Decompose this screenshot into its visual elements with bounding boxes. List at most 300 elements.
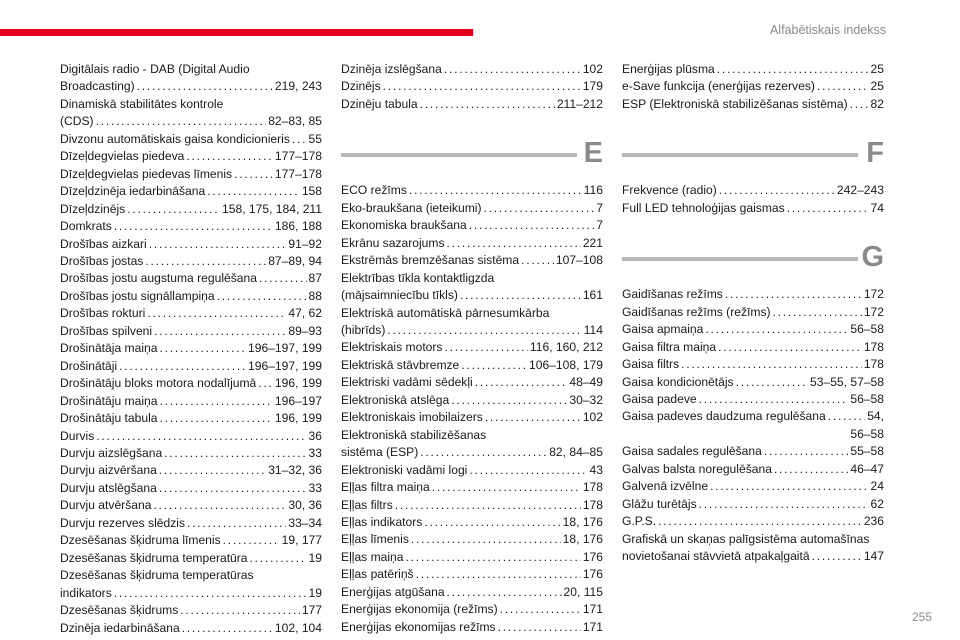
index-entry[interactable] — [60, 567, 322, 602]
index-entry-term: Enerģijas atgūšana — [341, 584, 445, 599]
section-header — [622, 243, 884, 273]
dot-leader — [164, 445, 306, 462]
index-entry-pages[interactable]: 161 — [582, 288, 603, 303]
index-entry-line — [622, 443, 884, 460]
index-entry-line — [341, 235, 603, 252]
index-entry[interactable] — [622, 339, 884, 356]
index-entry-term: Elektroniski vadāmi logi — [341, 462, 468, 477]
index-entry-line — [60, 393, 322, 410]
index-entry-pages[interactable]: 46–47 — [850, 461, 884, 476]
dot-leader — [395, 497, 581, 514]
dot-leader — [432, 479, 581, 496]
index-entry-line — [60, 585, 322, 602]
index-entry[interactable] — [60, 288, 322, 305]
index-entry-pages[interactable]: 74 — [870, 200, 884, 215]
index-entry-term: Gaisa kondicionētājs — [622, 374, 734, 389]
index-entry-pages[interactable]: 102 — [582, 410, 603, 425]
index-entry[interactable] — [341, 427, 603, 462]
index-entry-line — [60, 323, 322, 340]
index-entry-line — [341, 374, 603, 391]
index-entry-pages[interactable]: 18, 176 — [562, 514, 603, 529]
index-entry[interactable] — [60, 532, 322, 549]
index-entry-pages[interactable]: 196, 199 — [274, 376, 322, 391]
index-entry-pages[interactable]: 106–108, 179 — [529, 357, 603, 372]
index-entry-pages[interactable]: 171 — [582, 602, 603, 617]
index-entry-pages[interactable]: 211–212 — [556, 96, 603, 111]
index-entry-pages[interactable]: 147 — [863, 549, 884, 564]
index-entry-line — [622, 321, 884, 338]
dot-leader — [159, 340, 246, 357]
index-entry-pages[interactable]: 33–34 — [288, 515, 322, 530]
index-entry[interactable] — [60, 340, 322, 357]
index-entry[interactable] — [622, 374, 884, 391]
index-entry-pages[interactable]: 158 — [301, 184, 322, 199]
index-entry[interactable] — [622, 461, 884, 478]
index-entry-line — [622, 461, 884, 478]
index-entry-pages[interactable]: 172 — [863, 304, 884, 319]
index-column-1 — [60, 61, 322, 637]
index-entry-pages[interactable]: 25 — [870, 79, 884, 94]
index-entry-line — [622, 548, 884, 565]
page-number: 255 — [911, 610, 932, 624]
index-entry-pages[interactable]: 24 — [870, 479, 884, 494]
index-entry-pages[interactable]: 36 — [308, 428, 322, 443]
index-entry[interactable] — [60, 323, 322, 340]
index-entry[interactable] — [341, 497, 603, 514]
index-entry-line — [622, 304, 884, 321]
section-header — [341, 139, 603, 169]
index-entry-line — [341, 566, 603, 583]
index-entry-term: Durvju aizvēršana — [60, 463, 157, 478]
index-entry-line — [341, 549, 603, 566]
index-entry[interactable] — [60, 236, 322, 253]
index-entry-term: e-Save funkcija (enerģijas rezerves) — [622, 79, 815, 94]
index-entry-line — [60, 270, 322, 287]
index-entry[interactable] — [622, 200, 884, 217]
index-entry-term: Dzesēšanas šķidrums — [60, 603, 179, 618]
index-entry-term: Drošības spilveni — [60, 323, 153, 338]
dot-leader — [180, 602, 300, 619]
index-entry-pages[interactable]: 82–83, 85 — [268, 114, 322, 129]
index-entry-pages[interactable]: 20, 115 — [563, 584, 603, 599]
index-entry-term-line: Elektriskā automātiskā pārnesumkārba — [341, 305, 550, 320]
index-entry[interactable] — [60, 201, 322, 218]
index-entry[interactable] — [60, 183, 322, 200]
index-entry-line — [622, 78, 884, 95]
index-entry-term: Broadcasting) — [60, 79, 135, 94]
index-entry[interactable] — [341, 531, 603, 548]
index-entry-pages[interactable]: 176 — [582, 567, 603, 582]
index-entry-pages[interactable]: 87 — [308, 271, 322, 286]
section-divider — [341, 153, 577, 157]
index-entry-pages[interactable]: 89–93 — [288, 323, 322, 338]
index-entry-line — [60, 497, 322, 514]
index-entry-pages[interactable]: 114 — [583, 322, 603, 337]
index-entry-pages[interactable]: 31–32, 36 — [268, 463, 322, 478]
index-entry[interactable] — [60, 96, 322, 131]
dot-leader — [736, 374, 808, 391]
index-entry[interactable] — [622, 78, 884, 95]
index-entry-pages[interactable]: 54, — [867, 409, 884, 424]
index-entry-line — [341, 444, 603, 461]
index-entry-pages[interactable]: 7 — [596, 218, 603, 233]
index-entry[interactable] — [60, 550, 322, 567]
dot-leader — [725, 286, 862, 303]
index-entry-term: Dīzeļdegvielas piedevas līmenis — [60, 166, 233, 181]
index-entry-line — [622, 513, 884, 530]
index-entry[interactable] — [60, 620, 322, 637]
index-entry[interactable] — [60, 148, 322, 165]
index-entry[interactable] — [341, 61, 603, 78]
index-entry-term: Eļļas patēriņš — [341, 567, 414, 582]
index-entry[interactable] — [341, 374, 603, 391]
index-entry-pages[interactable]: 242–243 — [836, 183, 884, 198]
index-entry-line — [60, 183, 322, 200]
index-entry-line — [622, 339, 884, 356]
index-entry-term: Drošinātāju tabula — [60, 411, 158, 426]
dot-leader — [521, 252, 554, 269]
index-entry-line — [341, 322, 603, 339]
index-entry-pages[interactable]: 43 — [589, 462, 603, 477]
dot-leader — [234, 166, 273, 183]
index-entry-term: Gaisa padeves daudzuma regulēšana — [622, 409, 826, 424]
dot-leader — [817, 78, 869, 95]
index-entry-pages[interactable]: 56–58 — [850, 322, 884, 337]
index-entry-pages[interactable]: 158, 175, 184, 211 — [222, 201, 322, 216]
index-entry[interactable] — [341, 409, 603, 426]
index-entry-term: Dzesēšanas šķidruma temperatūra — [60, 550, 248, 565]
index-entry-term: Ekrānu sazarojums — [341, 235, 445, 250]
index-entry[interactable] — [60, 358, 322, 375]
index-entry-term: Eļļas filtra maiņa — [341, 480, 430, 495]
index-entry[interactable] — [341, 601, 603, 618]
index-entry-pages[interactable]: 88 — [308, 288, 322, 303]
index-entry[interactable] — [622, 321, 884, 338]
index-entry[interactable] — [60, 410, 322, 427]
index-entry[interactable] — [341, 200, 603, 217]
index-entry[interactable] — [341, 305, 603, 340]
index-entry-line — [60, 428, 322, 445]
index-entry-pages[interactable]: 18, 176 — [562, 532, 603, 547]
dot-leader — [444, 61, 581, 78]
dot-leader — [787, 200, 869, 217]
header-accent-bar — [0, 29, 473, 36]
index-entry-term-line: Elektrības tīkla kontaktligzda — [341, 270, 495, 285]
index-entry-pages[interactable]: 178 — [582, 480, 603, 495]
dot-leader — [411, 531, 561, 548]
index-entry-pages[interactable]: 178 — [863, 339, 884, 354]
section-letter: F — [866, 137, 884, 170]
index-entry[interactable] — [341, 549, 603, 566]
dot-leader — [475, 374, 568, 391]
dot-leader — [383, 78, 581, 95]
index-entry-line — [341, 584, 603, 601]
index-entry-pages[interactable]: 219, 243 — [274, 79, 322, 94]
index-entry[interactable] — [622, 356, 884, 373]
index-entry-pages[interactable]: 19 — [308, 585, 322, 600]
index-entry[interactable] — [622, 61, 884, 78]
index-entry[interactable] — [341, 392, 603, 409]
index-entry-line — [341, 514, 603, 531]
index-entry-term: Dīzeļdzinēja iedarbināšana — [60, 184, 206, 199]
index-entry-pages[interactable]: 171 — [582, 619, 603, 634]
index-entry-line — [60, 410, 322, 427]
index-entry-pages[interactable]: 47, 62 — [288, 306, 322, 321]
index-entry-line — [341, 479, 603, 496]
index-entry-term: ESP (Elektroniskā stabilizēšanas sistēma) — [622, 96, 848, 111]
index-entry-line — [341, 61, 603, 78]
index-entry[interactable] — [60, 270, 322, 287]
index-entry-term: Elektroniskā atslēga — [341, 392, 450, 407]
index-entry[interactable] — [622, 408, 884, 443]
index-entry-term: Drošības rokturi — [60, 306, 146, 321]
index-entry[interactable] — [341, 78, 603, 95]
header-title: Alfabētiskais indekss — [769, 23, 886, 37]
index-entry[interactable] — [341, 514, 603, 531]
dot-leader — [250, 550, 307, 567]
dot-leader — [259, 270, 307, 287]
index-entry[interactable] — [622, 531, 884, 566]
index-entry-pages[interactable]: 82 — [870, 96, 884, 111]
index-entry-term: Drošības aizkari — [60, 236, 147, 251]
index-entry-term: Eļļas indikators — [341, 514, 423, 529]
index-entry-pages[interactable]: 172 — [863, 287, 884, 302]
index-entry-pages[interactable]: 102, 104 — [274, 620, 322, 635]
index-entry-term: Galvenā izvēlne — [622, 479, 709, 494]
index-entry-pages[interactable]: 33 — [308, 480, 322, 495]
index-entry-term: Dzinēja iedarbināšana — [60, 620, 180, 635]
index-entry-pages[interactable]: 25 — [870, 62, 884, 76]
index-entry-pages[interactable]: 91–92 — [288, 236, 322, 251]
index-entry-term: Drošinātāju bloks motora nodalījumā — [60, 376, 257, 391]
index-entry[interactable] — [60, 375, 322, 392]
index-entry[interactable] — [622, 286, 884, 303]
index-entry-term: Gaidīšanas režīms (režīms) — [622, 304, 771, 319]
index-entry[interactable] — [60, 305, 322, 322]
index-entry-line — [60, 515, 322, 532]
index-entry-term: Durvju atvēršana — [60, 498, 152, 513]
section-divider — [622, 153, 858, 157]
dot-leader — [119, 358, 246, 375]
index-entry-term: Enerģijas ekonomijas režīms — [341, 619, 496, 634]
index-entry-pages[interactable]: 102 — [582, 62, 603, 76]
index-entry-pages[interactable]: 33 — [308, 445, 322, 460]
index-entry-pages[interactable]: 196–197, 199 — [248, 358, 322, 373]
index-entry[interactable] — [60, 253, 322, 270]
index-entry[interactable] — [60, 393, 322, 410]
index-entry-pages[interactable]: 177 — [301, 603, 322, 618]
index-entry-line — [60, 305, 322, 322]
index-entry[interactable] — [341, 182, 603, 199]
dot-leader — [292, 131, 307, 148]
dot-leader — [223, 532, 280, 549]
index-entry[interactable] — [60, 515, 322, 532]
dot-leader — [447, 584, 562, 601]
index-entry[interactable] — [60, 166, 322, 183]
dot-leader — [416, 566, 581, 583]
index-entry[interactable] — [60, 61, 322, 96]
index-entry[interactable] — [341, 462, 603, 479]
index-entry-pages[interactable]: 177–178 — [274, 166, 322, 181]
index-entry-term: Eļļas filtrs — [341, 497, 393, 512]
index-entry-term: ECO režīms — [341, 183, 407, 198]
index-entry[interactable] — [622, 513, 884, 530]
index-entry-pages[interactable]: 116 — [583, 183, 603, 198]
index-entry-pages[interactable]: 196–197 — [274, 393, 322, 408]
index-entry-term: Gaisa filtra maiņa — [622, 339, 717, 354]
index-entry-pages[interactable]: 19, 177 — [281, 533, 322, 548]
index-entry[interactable] — [622, 182, 884, 199]
dot-leader — [500, 601, 581, 618]
index-entry-pages[interactable]: 87–89, 94 — [268, 253, 322, 268]
index-entry[interactable] — [622, 304, 884, 321]
index-entry-pages[interactable]: 179 — [582, 79, 603, 94]
index-entry-term: Drošinātāji — [60, 358, 118, 373]
index-entry-term: Frekvence (radio) — [622, 183, 717, 198]
index-entry[interactable] — [341, 566, 603, 583]
dot-leader — [447, 235, 581, 252]
index-entry-pages[interactable]: 178 — [582, 497, 603, 512]
index-entry-term: G.P.S. — [622, 514, 657, 529]
index-entry-term: Elektriski vadāmi sēdekļi — [341, 375, 473, 390]
index-entry[interactable] — [60, 497, 322, 514]
index-entry-pages[interactable]: 62 — [870, 496, 884, 511]
dot-leader — [424, 514, 560, 531]
index-entry[interactable] — [341, 217, 603, 234]
section-letter: G — [861, 241, 884, 274]
index-entry-pages[interactable]: 19 — [308, 550, 322, 565]
dot-leader — [681, 356, 862, 373]
index-entry[interactable] — [341, 339, 603, 356]
dot-leader — [387, 322, 581, 339]
index-entry-term: Domkrats — [60, 219, 112, 234]
index-entry[interactable] — [341, 270, 603, 305]
index-entry-pages[interactable]: 55 — [308, 131, 322, 146]
index-entry[interactable] — [341, 479, 603, 496]
index-entry-term-line: Dzesēšanas šķidruma temperatūras — [60, 568, 254, 583]
index-entry[interactable] — [622, 478, 884, 495]
index-entry-pages[interactable]: 196, 199 — [274, 411, 322, 426]
index-entry-pages[interactable]: 82, 84–85 — [549, 445, 603, 460]
index-entry-term: Elektriskā stāvbremze — [341, 357, 460, 372]
index-entry-pages[interactable]: 178 — [863, 357, 884, 372]
index-entry[interactable] — [60, 480, 322, 497]
index-entry[interactable] — [60, 445, 322, 462]
index-entry-pages[interactable]: 116, 160, 212 — [529, 340, 603, 355]
index-entry-pages[interactable]: 221 — [582, 235, 603, 250]
index-entry[interactable] — [341, 252, 603, 269]
index-entry-pages[interactable]: 186, 188 — [274, 219, 322, 234]
index-entry-pages[interactable]: 7 — [596, 200, 603, 215]
index-entry-line — [622, 182, 884, 199]
dot-leader — [153, 497, 286, 514]
dot-leader — [718, 339, 862, 356]
index-entry-line — [60, 340, 322, 357]
index-entry[interactable] — [622, 443, 884, 460]
index-entry-line — [60, 166, 322, 183]
index-entry[interactable] — [60, 462, 322, 479]
index-entry-term: Eļļas maiņa — [341, 549, 404, 564]
index-entry-term: Elektroniskais imobilaizers — [341, 410, 483, 425]
dot-leader — [710, 478, 868, 495]
index-entry-pages[interactable]: 56–58 — [850, 391, 884, 406]
dot-leader — [444, 339, 527, 356]
dot-leader — [812, 548, 862, 565]
index-entry-pages[interactable]: 53–55, 57–58 — [810, 374, 884, 389]
index-entry[interactable] — [60, 131, 322, 148]
index-entry-pages[interactable]: 236 — [863, 514, 884, 529]
index-entry-pages[interactable]: 176 — [582, 549, 603, 564]
index-entry[interactable] — [341, 619, 603, 636]
index-entry-pages[interactable]: 48–49 — [569, 375, 603, 390]
index-entry-term: Gaisa padeve — [622, 391, 697, 406]
index-entry[interactable] — [341, 357, 603, 374]
index-entry[interactable] — [341, 96, 603, 113]
dot-leader — [764, 443, 849, 460]
index-entry[interactable] — [622, 96, 884, 113]
index-entry-term: Drošības jostas — [60, 253, 144, 268]
dot-leader — [114, 218, 273, 235]
index-entry-line — [341, 392, 603, 409]
dot-leader — [207, 183, 300, 200]
index-entry-line — [622, 408, 884, 425]
index-entry-term: Dzinēju tabula — [341, 96, 418, 111]
index-entry-line — [622, 391, 884, 408]
index-entry[interactable] — [622, 496, 884, 513]
index-entry-term: Full LED tehnoloģijas gaismas — [622, 200, 785, 215]
index-entry-pages-continued[interactable]: 56–58 — [850, 426, 884, 441]
dot-leader — [451, 392, 567, 409]
index-entry[interactable] — [341, 584, 603, 601]
index-entry-pages[interactable]: 177–178 — [274, 149, 322, 164]
index-entry-line — [341, 78, 603, 95]
index-entry[interactable] — [60, 602, 322, 619]
index-entry-term: sistēma (ESP) — [341, 445, 419, 460]
index-entry[interactable] — [60, 428, 322, 445]
dot-leader — [420, 444, 547, 461]
index-entry-line — [341, 217, 603, 234]
index-entry-line — [60, 532, 322, 549]
dot-leader — [149, 236, 287, 253]
index-entry-pages[interactable]: 107–108 — [555, 253, 603, 268]
index-entry-pages[interactable]: 30, 36 — [288, 498, 322, 513]
index-entry-pages[interactable]: 196–197, 199 — [248, 341, 322, 356]
index-entry-line — [341, 601, 603, 618]
dot-leader — [699, 496, 869, 513]
index-entry-line — [60, 620, 322, 637]
dot-leader — [420, 96, 555, 113]
index-entry-line — [341, 357, 603, 374]
index-entry-pages[interactable]: 55–58 — [850, 444, 884, 459]
index-entry-term: Dzinēja izslēgšana — [341, 62, 442, 76]
dot-leader — [850, 96, 869, 113]
index-entry-line — [341, 409, 603, 426]
index-entry-pages[interactable]: 30–32 — [569, 392, 603, 407]
dot-leader — [217, 288, 307, 305]
index-entry[interactable] — [622, 391, 884, 408]
dot-leader — [658, 513, 862, 530]
index-entry-term: Gaisa apmaiņa — [622, 322, 704, 337]
dot-leader — [774, 461, 848, 478]
index-entry[interactable] — [341, 235, 603, 252]
dot-leader — [147, 305, 286, 322]
index-entry-term: Ekonomiska braukšana — [341, 218, 467, 233]
index-entry-line — [60, 358, 322, 375]
index-entry-term: Dzesēšanas šķidruma līmenis — [60, 533, 221, 548]
dot-leader — [469, 217, 595, 234]
index-entry[interactable] — [60, 218, 322, 235]
index-entry-line — [60, 445, 322, 462]
